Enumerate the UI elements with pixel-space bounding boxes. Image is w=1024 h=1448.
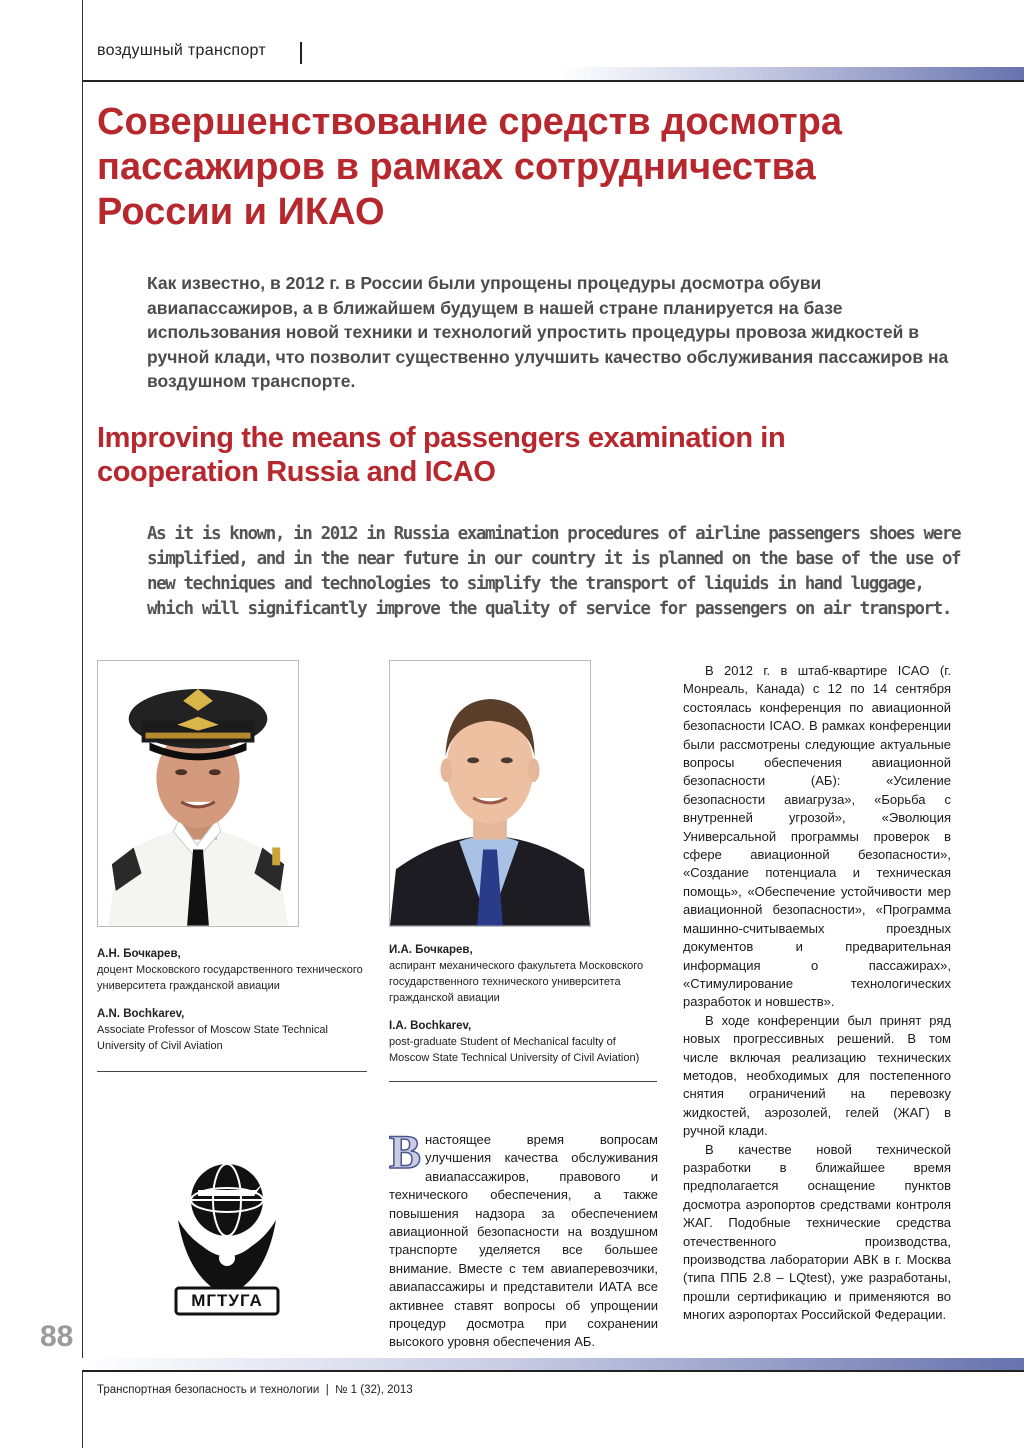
left-margin-rule bbox=[82, 0, 83, 1448]
author-photo-1 bbox=[97, 660, 299, 927]
author-role-en: post-graduate Student of Mechanical faculty of Moscow State Technical University of Civil Aviation) bbox=[389, 1036, 640, 1064]
lead-paragraph-ru: Как известно, в 2012 г. в России были упрощены процедуры досмотра обуви авиапассажиров, а в ближайшем будущем в нашей стране планируется на базе использования новой техники и технологий упростить процедуры провоза жидкостей в ручной клади, что позволит существенно улучшить качество обслуживания пассажиров на воздушном транспорте. bbox=[147, 273, 949, 391]
body-paragraph-2: В ходе конференции был принят ряд новых прогрессивных решений. В том числе включая реализацию технических методов, необходимых для постепенного снятия ограничений на перевозку жидкостей, аэрозолей, гелей (ЖАГ) в ручной клади. bbox=[683, 1012, 951, 1139]
caption-rule-1 bbox=[97, 1071, 367, 1072]
lead-paragraph-en: As it is known, in 2012 in Russia examination procedures of airline passengers shoes were simplified, and in the near future in our country it is planned on the base of the use of new techniques and technologies to simplify the transport of liquids in hand luggage, which will significantly improve the quality of service for passengers on air transport. bbox=[147, 524, 961, 619]
section-label: воздушный транспорт bbox=[97, 42, 267, 59]
logo-label: МГТУГА bbox=[191, 1291, 263, 1310]
portrait-uniform-image bbox=[98, 661, 298, 926]
author-name-ru: И.А. Бочкарев, bbox=[389, 944, 473, 956]
body-column-middle bbox=[389, 1126, 658, 1352]
drop-cap: В bbox=[389, 1126, 422, 1179]
author-role-en: Associate Professor of Moscow State Technical University of Civil Aviation bbox=[97, 1024, 328, 1052]
author-caption-2 bbox=[389, 942, 659, 1066]
body-paragraph-3: В качестве новой технической разработки в ближайшее время предполагается оснащение пунктов досмотра аэропортов средствами контроля ЖАГ. Подобные технические средства отечественного производства, производства лаборатории АВК в г. Москва (типа ППБ 2.8 – LQtest), уже разработаны, прошли сертификацию и применяются во многих аэропортах Российской Федерации. bbox=[683, 1141, 951, 1323]
footer-rule bbox=[82, 1370, 1024, 1372]
article-title-ru: Совершенствование средств досмотра пассажиров в рамках сотрудничества России и ИКАО bbox=[97, 101, 842, 233]
body-paragraph-intro: настоящее время вопросам улучшения качества обслуживания авиапассажиров, правового и технического обеспечения, а также повышения надзора за обеспечением авиационной безопасности на воздушном транспорте уделяется все большее внимание. Вместе с тем авиаперевозчики, авиапассажиры и представители ИАТА все активнее ставят вопросы об упрощении процедур досмотра при сохранении высокого уровня обеспечения АБ. bbox=[389, 1132, 658, 1350]
author-name-ru: А.Н. Бочкарев, bbox=[97, 948, 181, 960]
author-role-ru: доцент Московского государственного технического университета гражданской авиации bbox=[97, 964, 363, 992]
author-role-ru: аспирант механического факультета Московского государственного технического университета гражданской авиации bbox=[389, 960, 644, 1004]
header-gradient-band bbox=[560, 67, 1024, 80]
author-photo-2 bbox=[389, 660, 591, 927]
body-paragraph-1: В 2012 г. в штаб-квартире ICAO (г. Монреаль, Канада) с 12 по 14 сентября состоялась конференция по авиационной безопасности ICAO. В рамках конференции были рассмотрены следующие актуальные вопросы обеспечения авиационной безопасности (АБ): «Усиление безопасности авиагруза», «Борьба с внутренней угрозой», «Эволюция Универсальной программы проверок в сфере авиационной безопасности», «Создание потенциала и техническая помощь», «Обеспечение устойчивости мер авиационной безопасности», «Программа машинно-считываемых проездных документов и предварительная информация о пассажирах», «Стимулирование технологических разработок и новшеств». bbox=[683, 663, 951, 1010]
article-title-en: Improving the means of passengers examination in cooperation Russia and ICAO bbox=[97, 422, 786, 488]
page-number: 88 bbox=[40, 1320, 74, 1353]
author-name-en: I.A. Bochkarev, bbox=[389, 1020, 472, 1032]
portrait-suit-image bbox=[390, 661, 590, 926]
caption-rule-2 bbox=[389, 1081, 657, 1082]
journal-footer: Транспортная безопасность и технологии | № 1 (32), 2013 bbox=[97, 1384, 413, 1396]
body-column-right bbox=[683, 662, 951, 1325]
footer-gradient-band bbox=[82, 1358, 1024, 1370]
header-rule bbox=[82, 80, 1024, 82]
author-name-en: A.N. Bochkarev, bbox=[97, 1008, 185, 1020]
author-caption-1 bbox=[97, 946, 367, 1054]
section-divider bbox=[300, 42, 302, 64]
university-logo bbox=[168, 1160, 286, 1320]
